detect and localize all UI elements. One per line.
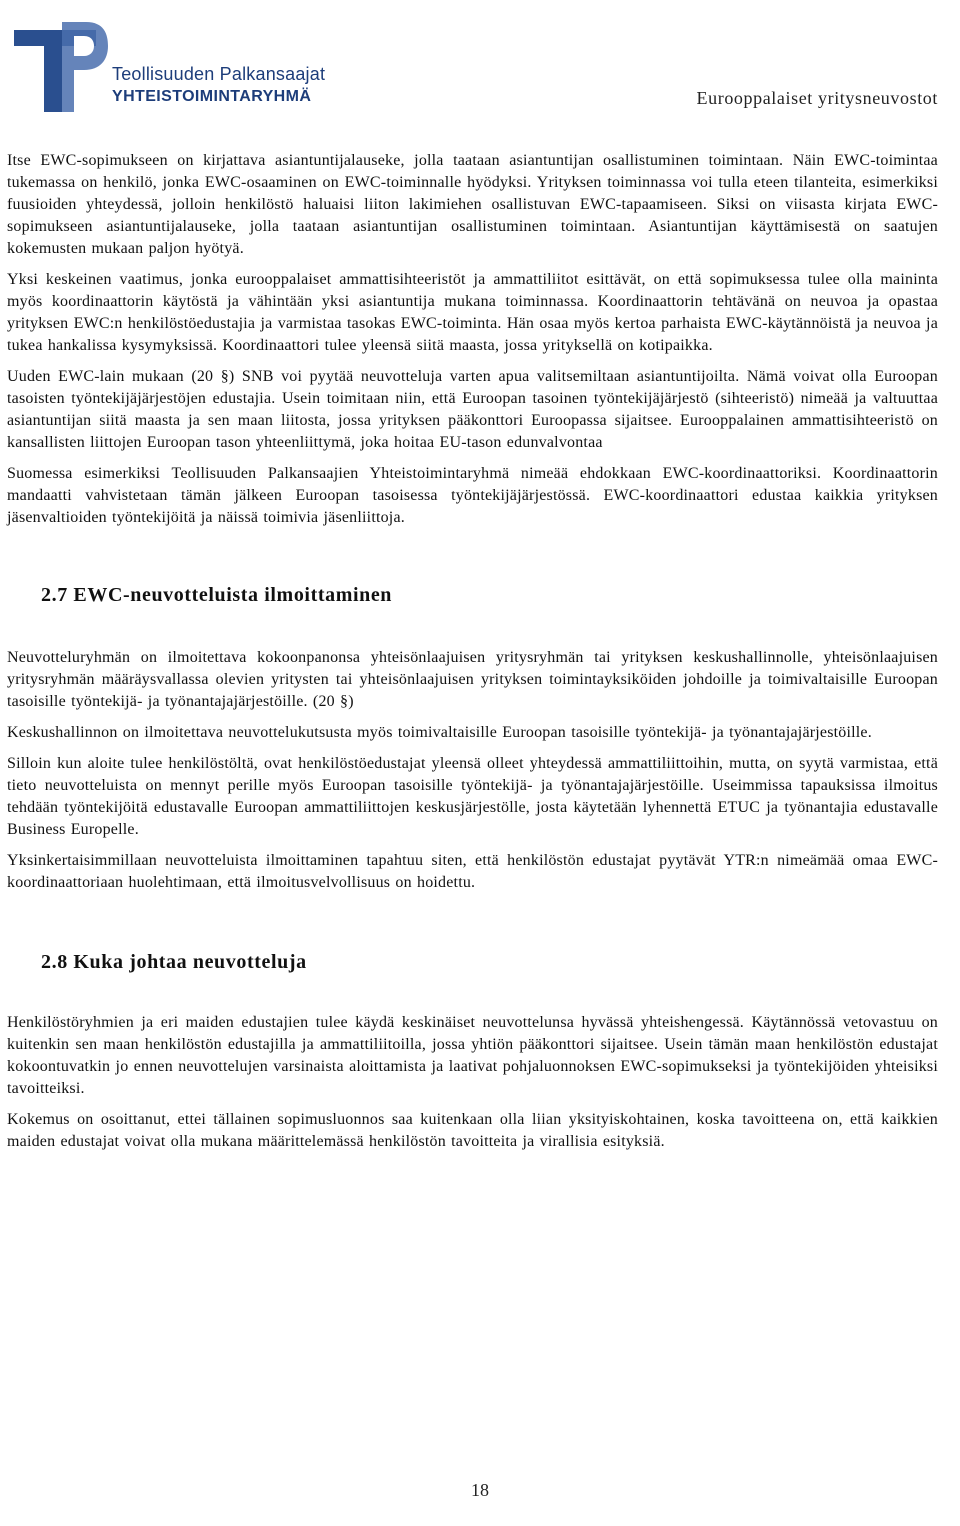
- paragraph: Keskushallinnon on ilmoitettava neuvottelukutsusta myös toimivaltaisille Euroopan tasoisille työntekijä- ja työnantajajärjestöille.: [7, 724, 872, 741]
- paragraph: Yksi keskeinen vaatimus, jonka eurooppalaiset ammattisihteeristöt ja ammattiliitot esittävät, on että sopimuksessa tulee olla maininta myös koordinaattorin käytöstä ja vähintään yksi asiantuntija mukana toiminnassa. Koordinaattorin tehtävänä on neuvoa ja opastaa yrityksen EWC:n henkilöstöedustajia ja varmistaa tasokas EWC-toiminta. Hän osaa myös kertoa parhaista EWC-käytännöistä ja neuvoa ja tukea hankalissa kysymyksissä. Koordinaattori tulee yleensä siitä maasta, jossa yrityksellä on kotipaikka.: [7, 271, 938, 354]
- paragraph: Kokemus on osoittanut, ettei tällainen sopimusluonnos saa kuitenkaan olla liian yksityiskohtainen, koska tavoitteena on, että kaikkien maiden edustajat voivat olla mukana määrittelemässä henkilöstön tavoitteita ja virallisia esityksiä.: [7, 1111, 938, 1150]
- page-number: 18: [471, 1480, 489, 1500]
- paragraph: Yksinkertaisimmillaan neuvotteluista ilmoittaminen tapahtuu siten, että henkilöstön edustajat pyytävät YTR:n nimeämää omaa EWC-koordinaattoriaan huolehtimaan, että ilmoitusvelvollisuus on hoidettu.: [7, 852, 938, 891]
- paragraph: Henkilöstöryhmien ja eri maiden edustajien tulee käydä keskinäiset neuvottelunsa hyvässä yhteishengessä. Käytännössä vetovastuu on kuitenkin sen maan henkilöstön edustajilla ja ammattiliitoilla, jossa yhtiön pääkonttori sijaitsee. Usein tämän maan henkilöstön edustajat kokoontuvatkin jo ennen neuvottelujen varsinaista aloittamista ja laativat pohjaluonnoksen EWC-sopimukseksi ja työntekijöiden yhteisiksi tavoitteiksi.: [7, 1014, 938, 1097]
- page-header: [0, 0, 960, 130]
- tp-logo-mark-icon: [8, 8, 108, 120]
- logo-text-line2: YHTEISTOIMINTARYHMÄ: [112, 88, 312, 105]
- paragraph: Neuvotteluryhmän on ilmoitettava kokoonpanonsa yhteisönlaajuisen yritysryhmän tai yrityksen keskushallinnolle, yhteisönlaajuisen yritysryhmän määräysvallassa olevien yritysten tai yhteisönlaajuisen yrityksen toimintayksiköiden johdoille ja toimivaltaisille Euroopan tasoisille työntekijä- ja työnantajajärjestöille. (20 §): [7, 649, 938, 710]
- section-heading-2-7: 2.7 EWC-neuvotteluista ilmoittaminen: [41, 584, 393, 606]
- tp-logo: [8, 8, 326, 120]
- paragraph: Uuden EWC-lain mukaan (20 §) SNB voi pyytää neuvotteluja varten apua valitsemiltaan asiantuntijoilta. Nämä voivat olla Euroopan tasoisten työntekijäjärjestöjen edustajia. Usein toimitaan niin, että Euroopan tasoinen työntekijäjärjestö (sihteeristö) nimeää ja valtuuttaa asiantuntijan siitä maasta ja sen maan liitosta, jossa yrityksen pääkonttori Euroopassa sijaitsee. Eurooppalainen ammattisihteeristö on kansallisten liittojen Euroopan tason yhteenliittymä, joka hoitaa EU-tason edunvalvontaa: [7, 368, 938, 451]
- paragraph: Itse EWC-sopimukseen on kirjattava asiantuntijalauseke, jolla taataan asiantuntijan osallistuminen toimintaan. Näin EWC-toimintaa tukemassa on henkilö, jonka EWC-osaaminen on EWC-toiminnalle hyödyksi. Yrityksen toiminnassa voi tulla eteen tilanteita, esimerkiksi fuusioiden yhteydessä, jolloin henkilöstö haluaisi liiton lakimiehen osallistuvan EWC-tapaamiseen. Siksi on viisasta kirjata EWC-sopimukseen asiantuntijalauseke, jolla taataan asiantuntijan osallistuminen toimintaan. Asiantuntijan käyttämisestä on saatujen kokemusten mukaan paljon hyötyä.: [7, 152, 938, 257]
- section-heading-2-8: 2.8 Kuka johtaa neuvotteluja: [41, 951, 307, 973]
- logo-text-line1: Teollisuuden Palkansaajat: [112, 64, 326, 84]
- header-title: Eurooppalaiset yritysneuvostot: [696, 88, 938, 108]
- document-body: [7, 150, 938, 1162]
- paragraph: Suomessa esimerkiksi Teollisuuden Palkansaajien Yhteistoimintaryhmä nimeää ehdokkaan EWC-koordinaattoriksi. Koordinaattorin mandaatti vahvistetaan tämän jälkeen Euroopan tasoisessa työntekijäjärjestössä. EWC-koordinaattori edustaa kaikkia yrityksen jäsenvaltioiden työntekijöitä ja näissä toimivia jäsenliittoja.: [7, 465, 938, 526]
- paragraph: Silloin kun aloite tulee henkilöstöltä, ovat henkilöstöedustajat yleensä olleet yhteydessä ammattiliittoihin, mutta, on syytä varmistaa, että tieto neuvotteluista on mennyt perille myös Euroopan tasoisille työntekijä- ja työnantajajärjestöille. Useimmissa tapauksissa ilmoitus tehdään työntekijöitä edustavalle Euroopan ammattiliittojen keskusjärjestölle, josta käytetään lyhennettä ETUC ja työnantajia edustavalle Business Europelle.: [7, 755, 938, 838]
